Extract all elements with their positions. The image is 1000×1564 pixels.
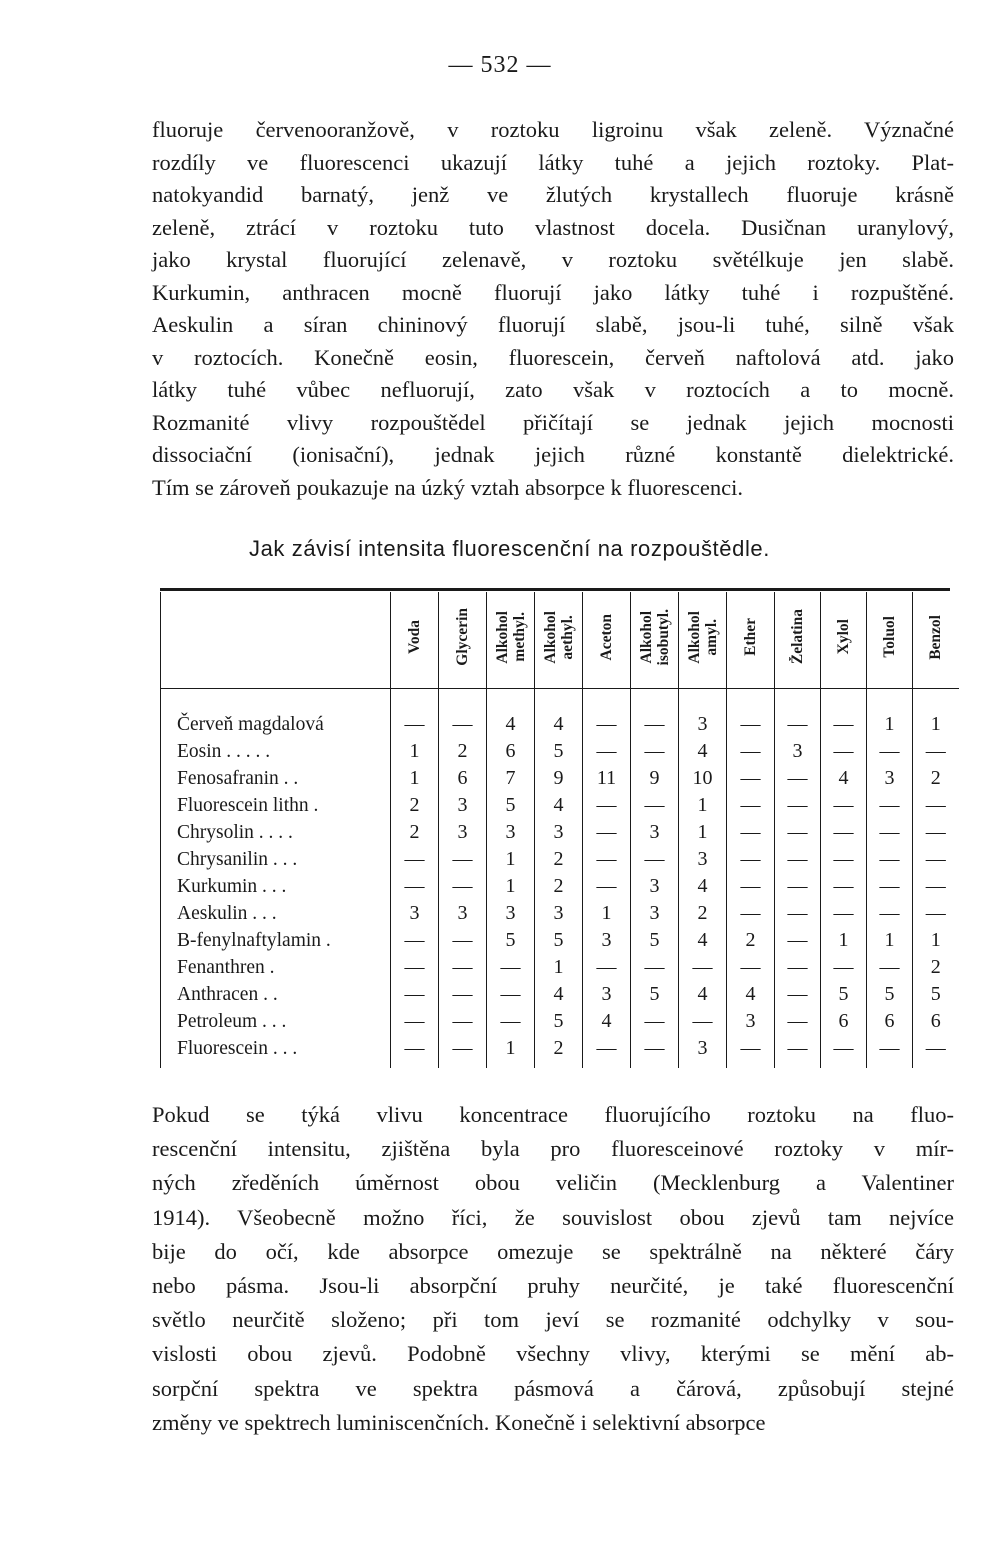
table-cell: 4 (535, 981, 583, 1008)
text-line: světlo neurčitě složeno; při tom jeví se rozmanité odchylky v sou- (152, 1307, 954, 1333)
column-header-label (406, 620, 423, 654)
table-cell: — (867, 846, 913, 873)
table-cell: — (583, 819, 631, 846)
table-cell: 3 (487, 819, 535, 846)
text-line: ných zředěních úměrnost obou veličin (Mecklenburg a Valentiner (152, 1170, 954, 1196)
table-cell: — (821, 873, 867, 900)
column-header-text: methyl. (510, 612, 528, 662)
table-cell: — (631, 1035, 679, 1068)
column-header-text: Alkohol (493, 610, 511, 664)
table-row (161, 954, 959, 981)
table-cell: 4 (821, 765, 867, 792)
row-label: Chrysanilin . . . (161, 846, 391, 873)
table-cell: — (487, 1008, 535, 1035)
column-header-text: aethyl. (558, 614, 576, 660)
table-cell: 3 (775, 738, 821, 765)
column-header-label (789, 609, 806, 664)
table-row (161, 765, 959, 792)
row-label: Fluorescein . . . (161, 1035, 391, 1068)
table-cell: — (775, 1008, 821, 1035)
table-cell: — (775, 689, 821, 739)
table-row (161, 846, 959, 873)
column-header (679, 592, 727, 689)
column-header-text: Alkohol (637, 610, 655, 664)
fluorescence-table (160, 592, 959, 1068)
text-line: dissociační (ionisační), jednak jejich různé konstantě dielektrické. (152, 442, 954, 467)
column-header (391, 592, 439, 689)
table-cell: — (775, 927, 821, 954)
table-cell: — (913, 873, 959, 900)
row-label: Anthracen . . (161, 981, 391, 1008)
column-header-label (638, 609, 672, 665)
table-cell: — (439, 873, 487, 900)
table-cell: 4 (679, 873, 727, 900)
table-row (161, 900, 959, 927)
column-header (775, 592, 821, 689)
table-cell: — (727, 819, 775, 846)
table-cell: — (867, 954, 913, 981)
text-line: Rozmanité vlivy rozpouštědel přičítají se jednak jejich mocnosti (152, 409, 954, 435)
table-cell: 5 (535, 927, 583, 954)
text-line: bije do očí, kde absorpce omezuje se spektrálně na některé čáry (152, 1238, 954, 1264)
table-cell: — (867, 900, 913, 927)
table-cell: 3 (391, 900, 439, 927)
column-header-text: Aceton (598, 613, 615, 661)
table-cell: — (583, 792, 631, 819)
row-label: Kurkumin . . . (161, 873, 391, 900)
table-cell: 2 (439, 738, 487, 765)
table-cell: — (821, 846, 867, 873)
table-row (161, 927, 959, 954)
table-cell: — (583, 738, 631, 765)
table-cell: 6 (487, 738, 535, 765)
table-cell: — (631, 846, 679, 873)
table-row (161, 1035, 959, 1068)
table-cell: 6 (439, 765, 487, 792)
table-cell: 9 (631, 765, 679, 792)
table-cell: 5 (535, 738, 583, 765)
table-cell: 10 (679, 765, 727, 792)
column-header (535, 592, 583, 689)
table-cell: 3 (679, 1035, 727, 1068)
table-cell: 9 (535, 765, 583, 792)
table-cell: 5 (487, 792, 535, 819)
table-cell: — (775, 1035, 821, 1068)
table-cell: — (821, 792, 867, 819)
table-cell: — (583, 873, 631, 900)
column-header-text: amyl. (702, 618, 720, 656)
table-cell: 4 (535, 792, 583, 819)
column-header (631, 592, 679, 689)
table-cell: 2 (727, 927, 775, 954)
header-empty-cell (161, 592, 391, 689)
table-cell: 1 (913, 927, 959, 954)
table-cell: — (775, 792, 821, 819)
table-cell: 3 (439, 900, 487, 927)
table-cell: — (391, 689, 439, 739)
table-row (161, 981, 959, 1008)
table-cell: — (631, 738, 679, 765)
table-cell: — (391, 954, 439, 981)
column-header (439, 592, 487, 689)
table-body (161, 689, 959, 1069)
table-cell: — (821, 1035, 867, 1068)
text-line: změny ve spektrech luminiscenčních. Konečně i selektivní absorpce (152, 1409, 766, 1435)
table-cell: — (391, 873, 439, 900)
column-header-text: Voda (406, 620, 423, 654)
table-cell: — (913, 819, 959, 846)
column-header-label (835, 619, 852, 654)
table-cell: — (487, 981, 535, 1008)
table-cell: 1 (391, 738, 439, 765)
table-cell: — (679, 1008, 727, 1035)
paragraph-1 (152, 114, 954, 504)
table-cell: — (913, 846, 959, 873)
table-row (161, 792, 959, 819)
table-cell: — (821, 689, 867, 739)
column-header-text: Alkohol (685, 610, 703, 664)
table-cell: — (913, 738, 959, 765)
column-header-text: Benzol (927, 614, 945, 660)
table-cell: 2 (535, 846, 583, 873)
row-label: B-fenylnaftylamin . (161, 927, 391, 954)
table-title: Jak závisí intensita fluorescenční na rozpouštědle. (249, 536, 770, 561)
table-cell: — (583, 689, 631, 739)
table-cell: 4 (535, 689, 583, 739)
table-cell: 3 (679, 689, 727, 739)
table-cell: — (913, 900, 959, 927)
table-cell: — (867, 738, 913, 765)
table-cell: — (439, 1035, 487, 1068)
column-header-label (881, 616, 898, 658)
column-header-label (454, 608, 471, 666)
table-cell: 4 (679, 927, 727, 954)
table-cell: — (439, 927, 487, 954)
table-cell: 6 (867, 1008, 913, 1035)
table-cell: 3 (583, 981, 631, 1008)
table-row (161, 738, 959, 765)
table-cell: — (583, 1035, 631, 1068)
table-cell: 3 (631, 873, 679, 900)
table-cell: — (913, 792, 959, 819)
table-cell: — (913, 1035, 959, 1068)
table-cell: 5 (821, 981, 867, 1008)
table-cell: — (631, 1008, 679, 1035)
text-line: zeleně, ztrácí v roztoku tuto vlastnost docela. Dusičnan uranylový, (152, 214, 954, 240)
table-cell: — (439, 846, 487, 873)
table-cell: 1 (679, 819, 727, 846)
table-cell: — (727, 765, 775, 792)
table-cell: — (487, 954, 535, 981)
table-cell: 2 (391, 819, 439, 846)
table-cell: — (821, 900, 867, 927)
table-header-row (161, 592, 959, 689)
table-row (161, 1008, 959, 1035)
table-cell: 1 (821, 927, 867, 954)
text-line: rozdíly ve fluorescenci ukazují látky tuhé a jejich roztoky. Plat- (152, 149, 954, 175)
column-header-label (494, 611, 528, 664)
table-cell: — (775, 765, 821, 792)
table-cell: — (867, 792, 913, 819)
text-line: jako krystal fluorující zelenavě, v roztoku světélkuje jen slabě. (152, 247, 954, 272)
column-header-label (542, 611, 576, 664)
column-header-text: Xylol (835, 619, 852, 655)
table-cell: 7 (487, 765, 535, 792)
column-header-label (927, 615, 944, 660)
table-cell: — (391, 1035, 439, 1068)
table-cell: — (727, 954, 775, 981)
table-cell: — (727, 738, 775, 765)
table-cell: 3 (535, 900, 583, 927)
table-cell: — (867, 873, 913, 900)
table-cell: — (439, 1008, 487, 1035)
table-cell: 2 (679, 900, 727, 927)
table-cell: — (727, 900, 775, 927)
table-cell: 2 (535, 1035, 583, 1068)
text-line: fluoruje červenooranžově, v roztoku ligroinu však zeleně. Význačné (152, 117, 954, 142)
row-label: Eosin . . . . . (161, 738, 391, 765)
table-cell: — (775, 819, 821, 846)
text-line: sorpční spektra ve spektra pásmová a čárová, způsobují stejné (152, 1375, 954, 1401)
table-cell: 5 (867, 981, 913, 1008)
column-header-label (686, 611, 720, 664)
row-label: Fenosafranin . . (161, 765, 391, 792)
table-cell: 3 (631, 819, 679, 846)
text-line: látky tuhé vůbec nefluorují, zato však v roztocích a to mocně. (152, 377, 954, 402)
table-cell: — (727, 792, 775, 819)
table-cell: — (679, 954, 727, 981)
table-cell: — (439, 981, 487, 1008)
table-cell: — (439, 954, 487, 981)
table-cell: 3 (583, 927, 631, 954)
table-top-rule (160, 588, 950, 591)
table-cell: — (775, 873, 821, 900)
table-cell: 1 (867, 927, 913, 954)
paragraph-2 (152, 1098, 954, 1440)
row-label: Fluorescein lithn . (161, 792, 391, 819)
table-cell: 1 (487, 1035, 535, 1068)
text-line: 1914). Všeobecně možno říci, že souvislost obou zjevů tam nejvíce (152, 1204, 954, 1230)
table-cell: — (439, 689, 487, 739)
table-cell: 3 (535, 819, 583, 846)
table-row (161, 819, 959, 846)
text-line: rescenční intensitu, zjištěna byla pro fluoresceinové roztoky v mír- (152, 1136, 954, 1162)
table-cell: — (583, 954, 631, 981)
table-cell: — (775, 846, 821, 873)
table-row (161, 689, 959, 739)
text-line: v roztocích. Konečně eosin, fluorescein, červeň naftolová atd. jako (152, 344, 954, 370)
table-cell: — (631, 954, 679, 981)
table-cell: 5 (631, 927, 679, 954)
column-header-text: Toluol (881, 616, 898, 658)
table-cell: — (727, 1035, 775, 1068)
text-line: Pokud se týká vlivu koncentrace fluorujícího roztoku na fluo- (152, 1102, 954, 1127)
text-line: Kurkumin, anthracen mocně fluorují jako látky tuhé i rozpuštěné. (152, 279, 954, 305)
column-header-text: Ether (742, 618, 759, 656)
table-cell: 4 (679, 738, 727, 765)
table-cell: 2 (913, 765, 959, 792)
table-cell: 2 (391, 792, 439, 819)
table-cell: — (391, 927, 439, 954)
table-cell: — (821, 819, 867, 846)
column-header (867, 592, 913, 689)
column-header (913, 592, 959, 689)
table-cell: 1 (487, 873, 535, 900)
table-cell: 4 (727, 981, 775, 1008)
table-cell: 3 (727, 1008, 775, 1035)
table-cell: — (821, 954, 867, 981)
row-label: Petroleum . . . (161, 1008, 391, 1035)
table-cell: — (391, 981, 439, 1008)
text-line: Tím se zároveň poukazuje na úzký vztah absorpce k fluorescenci. (152, 474, 743, 500)
column-header-label (598, 614, 615, 661)
table-row (161, 873, 959, 900)
table-cell: — (867, 819, 913, 846)
row-label: Červeň magdalová (161, 689, 391, 739)
column-header-text: Glycerin (454, 608, 471, 666)
table-cell: — (775, 900, 821, 927)
column-header (583, 592, 631, 689)
table-cell: — (727, 846, 775, 873)
table-cell: 5 (631, 981, 679, 1008)
table-cell: 3 (631, 900, 679, 927)
table-cell: 4 (679, 981, 727, 1008)
table-cell: 2 (913, 954, 959, 981)
row-label: Chrysolin . . . . (161, 819, 391, 846)
page-number: — 532 — (448, 52, 552, 78)
table-cell: 6 (913, 1008, 959, 1035)
table-cell: 3 (867, 765, 913, 792)
row-label: Aeskulin . . . (161, 900, 391, 927)
column-header (727, 592, 775, 689)
text-line: Aeskulin a síran chininový fluorují slabě, jsou-li tuhé, silně však (152, 312, 954, 337)
table-cell: — (631, 792, 679, 819)
column-header (487, 592, 535, 689)
table-cell: — (391, 1008, 439, 1035)
table-cell: 3 (679, 846, 727, 873)
table-cell: 4 (487, 689, 535, 739)
table-cell: 3 (439, 792, 487, 819)
table-cell: — (583, 846, 631, 873)
column-header-label (742, 618, 759, 656)
table-cell: — (867, 1035, 913, 1068)
column-header-text: isobutyl. (654, 608, 672, 666)
table-cell: 5 (913, 981, 959, 1008)
column-header (821, 592, 867, 689)
row-label: Fenanthren . (161, 954, 391, 981)
table-cell: 4 (583, 1008, 631, 1035)
table-cell: 1 (679, 792, 727, 819)
table-cell: 1 (867, 689, 913, 739)
table-cell: 1 (487, 846, 535, 873)
table-cell: 5 (535, 1008, 583, 1035)
table-cell: 2 (535, 873, 583, 900)
text-line: vislosti obou zjevů. Podobně všechny vlivy, kterými se mění ab- (152, 1341, 954, 1367)
table-cell: 1 (391, 765, 439, 792)
text-line: nebo pásma. Jsou-li absorpční pruhy neurčité, je také fluorescenční (152, 1272, 954, 1298)
table-cell: 1 (535, 954, 583, 981)
table-cell: — (775, 954, 821, 981)
table-cell: 5 (487, 927, 535, 954)
table-cell: — (821, 738, 867, 765)
table-cell: — (631, 689, 679, 739)
column-header-text: Želatina (789, 609, 806, 665)
text-line: natokyandid barnatý, jenž ve žlutých krystallech fluoruje krásně (152, 182, 954, 207)
table-cell: 6 (821, 1008, 867, 1035)
table-cell: 1 (913, 689, 959, 739)
table-cell: 1 (583, 900, 631, 927)
table-cell: — (391, 846, 439, 873)
table-cell: 3 (439, 819, 487, 846)
column-header-text: Alkohol (541, 610, 559, 664)
table-cell: — (727, 689, 775, 739)
table-cell: — (775, 981, 821, 1008)
table-cell: 11 (583, 765, 631, 792)
table-cell: — (727, 873, 775, 900)
table-cell: 3 (487, 900, 535, 927)
